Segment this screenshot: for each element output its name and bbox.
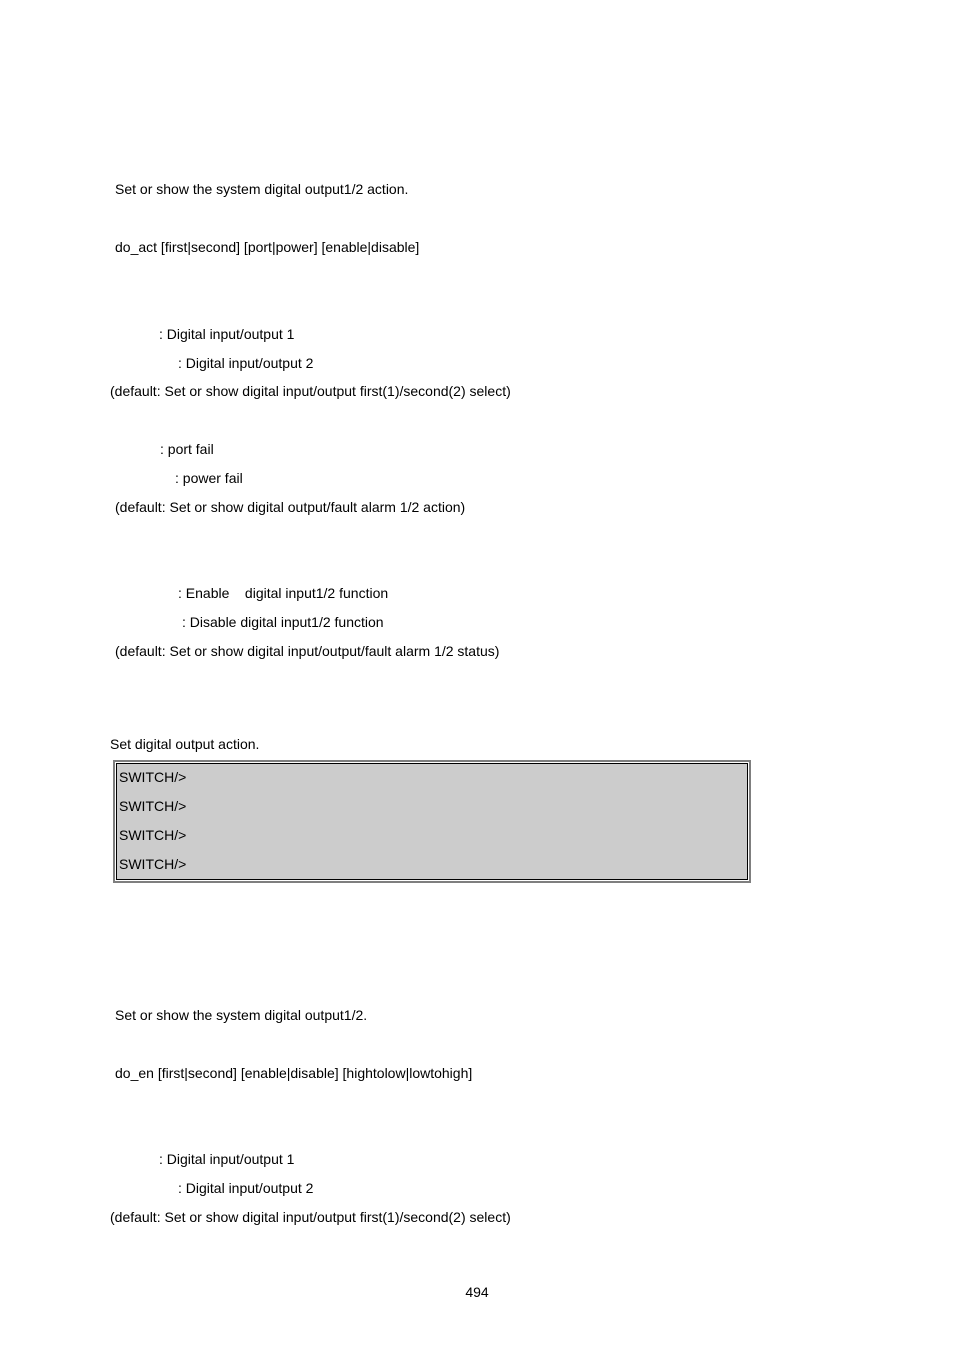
code-line: SWITCH/> — [119, 827, 187, 843]
page-number: 494 — [465, 1284, 489, 1300]
param-port: : port fail — [160, 441, 214, 457]
default-note-action: (default: Set or show digital output/fault alarm 1/2 action) — [115, 499, 466, 515]
command-description: Set or show the system digital output1/2 action. — [115, 181, 409, 197]
param-second: : Digital input/output 2 — [178, 355, 314, 371]
command-syntax: do_en [first|second] [enable|disable] [hightolow|lowtohigh] — [115, 1065, 473, 1081]
command-syntax: do_act [first|second] [port|power] [enable|disable] — [115, 239, 420, 255]
default-note-select: (default: Set or show digital input/output first(1)/second(2) select) — [110, 1209, 511, 1225]
code-line: SWITCH/> — [119, 856, 187, 872]
param-first: : Digital input/output 1 — [159, 1151, 295, 1167]
example-code-box — [113, 760, 751, 883]
param-disable: : Disable digital input1/2 function — [182, 614, 384, 630]
param-enable: : Enable digital input1/2 function — [178, 585, 389, 601]
default-note-status: (default: Set or show digital input/output/fault alarm 1/2 status) — [115, 643, 500, 659]
command-description: Set or show the system digital output1/2. — [115, 1007, 368, 1023]
param-second: : Digital input/output 2 — [178, 1180, 314, 1196]
example-caption: Set digital output action. — [110, 736, 260, 752]
code-line: SWITCH/> — [119, 769, 187, 785]
code-line: SWITCH/> — [119, 798, 187, 814]
param-power: : power fail — [175, 470, 243, 486]
param-first: : Digital input/output 1 — [159, 326, 295, 342]
default-note-select: (default: Set or show digital input/output first(1)/second(2) select) — [110, 383, 511, 399]
